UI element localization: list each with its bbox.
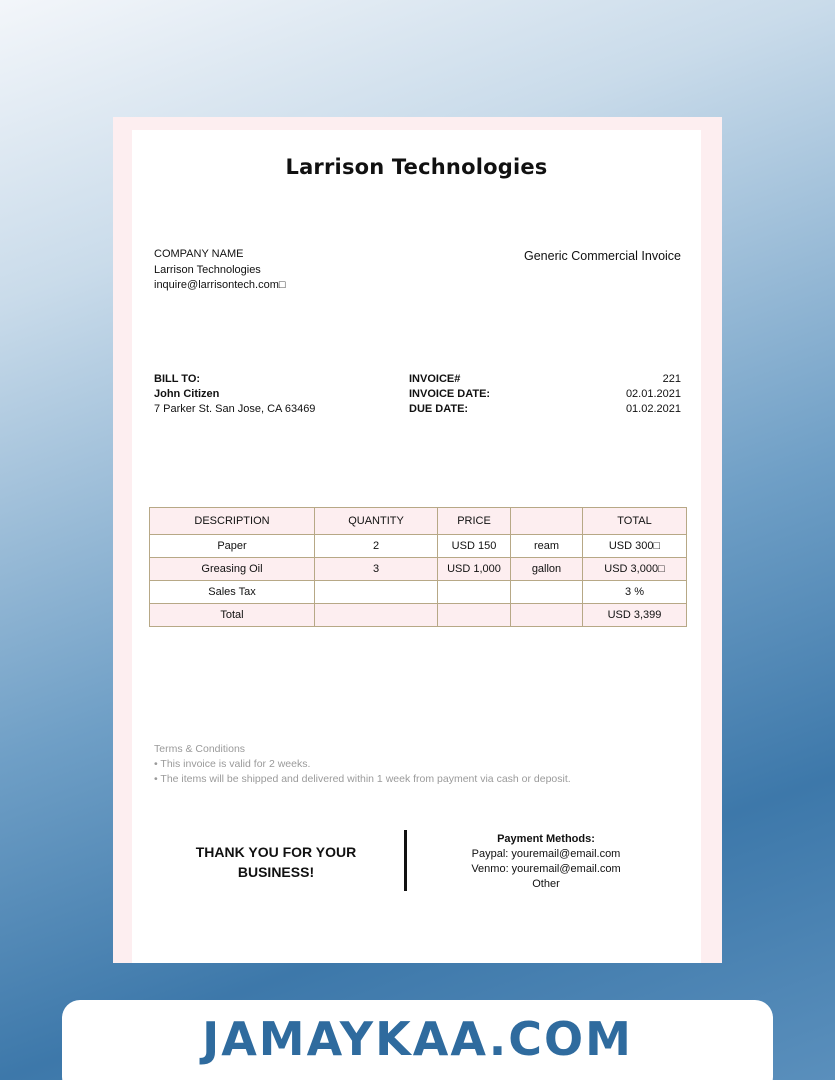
cell-total: USD 3,399 (583, 604, 687, 627)
invoice-meta-values (626, 372, 681, 417)
header-quantity: QUANTITY (315, 508, 438, 535)
header-unit (511, 508, 583, 535)
cell-description: Total (150, 604, 315, 627)
invoice-number: 221 (662, 373, 681, 385)
terms-heading: Terms & Conditions (154, 743, 246, 755)
cell-description: Greasing Oil (150, 558, 315, 581)
payment-venmo: Venmo: youremail@email.com (471, 863, 621, 875)
terms-block (154, 742, 571, 787)
due-date-label: DUE DATE: (409, 403, 469, 415)
cell-quantity: 3 (315, 558, 438, 581)
cell-quantity (315, 581, 438, 604)
brand-watermark: JAMAYKAA.COM (202, 1012, 633, 1066)
document-type: Generic Commercial Invoice (524, 249, 681, 263)
table-row (150, 535, 687, 558)
cell-total: USD 3,000□ (583, 558, 687, 581)
due-date: 01.02.2021 (625, 403, 681, 415)
cell-unit: ream (511, 535, 583, 558)
invoice-date-label: INVOICE DATE: (409, 388, 491, 400)
payment-methods (442, 832, 650, 892)
bill-to-address: 7 Parker St. San Jose, CA 63469 (154, 403, 316, 415)
company-label: COMPANY NAME (154, 248, 244, 260)
payment-heading: Payment Methods: (497, 833, 595, 845)
cell-quantity (315, 604, 438, 627)
company-name: Larrison Technologies (154, 263, 261, 276)
terms-line: • This invoice is valid for 2 weeks. (154, 758, 311, 770)
divider (404, 830, 407, 891)
items-table (149, 507, 687, 627)
invoice-meta-labels (409, 372, 490, 417)
company-email: inquire@larrisontech.com□ (154, 279, 286, 291)
bill-to-label: BILL TO: (154, 373, 201, 385)
cell-unit: gallon (511, 558, 583, 581)
cell-price (438, 581, 511, 604)
table-header-row (150, 508, 687, 535)
header-price: PRICE (438, 508, 511, 535)
cell-price: USD 1,000 (438, 558, 511, 581)
cell-description: Sales Tax (150, 581, 315, 604)
terms-line: • The items will be shipped and delivered within 1 week from payment via cash or deposit. (154, 773, 571, 785)
header-total: TOTAL (583, 508, 687, 535)
cell-quantity: 2 (315, 535, 438, 558)
payment-other: Other (532, 878, 560, 890)
thank-you-line: THANK YOU FOR YOUR (195, 844, 357, 860)
cell-price (438, 604, 511, 627)
invoice-title: Larrison Technologies (285, 155, 548, 179)
footer-banner (62, 1000, 773, 1080)
table-row (150, 558, 687, 581)
invoice-date: 02.01.2021 (625, 388, 681, 400)
invoice-number-label: INVOICE# (409, 373, 461, 385)
bill-to-block (154, 372, 315, 417)
table-row (150, 581, 687, 604)
cell-total: USD 300□ (583, 535, 687, 558)
cell-unit (511, 604, 583, 627)
bill-to-name: John Citizen (154, 388, 220, 400)
header-description: DESCRIPTION (150, 508, 315, 535)
table-row (150, 604, 687, 627)
company-block (154, 247, 286, 294)
cell-price: USD 150 (438, 535, 511, 558)
thank-you-line: BUSINESS! (237, 864, 315, 880)
items-table-wrapper (149, 507, 687, 627)
cell-total: 3 % (583, 581, 687, 604)
cell-description: Paper (150, 535, 315, 558)
cell-unit (511, 581, 583, 604)
payment-paypal: Paypal: youremail@email.com (471, 848, 621, 860)
thank-you-message (192, 842, 360, 882)
